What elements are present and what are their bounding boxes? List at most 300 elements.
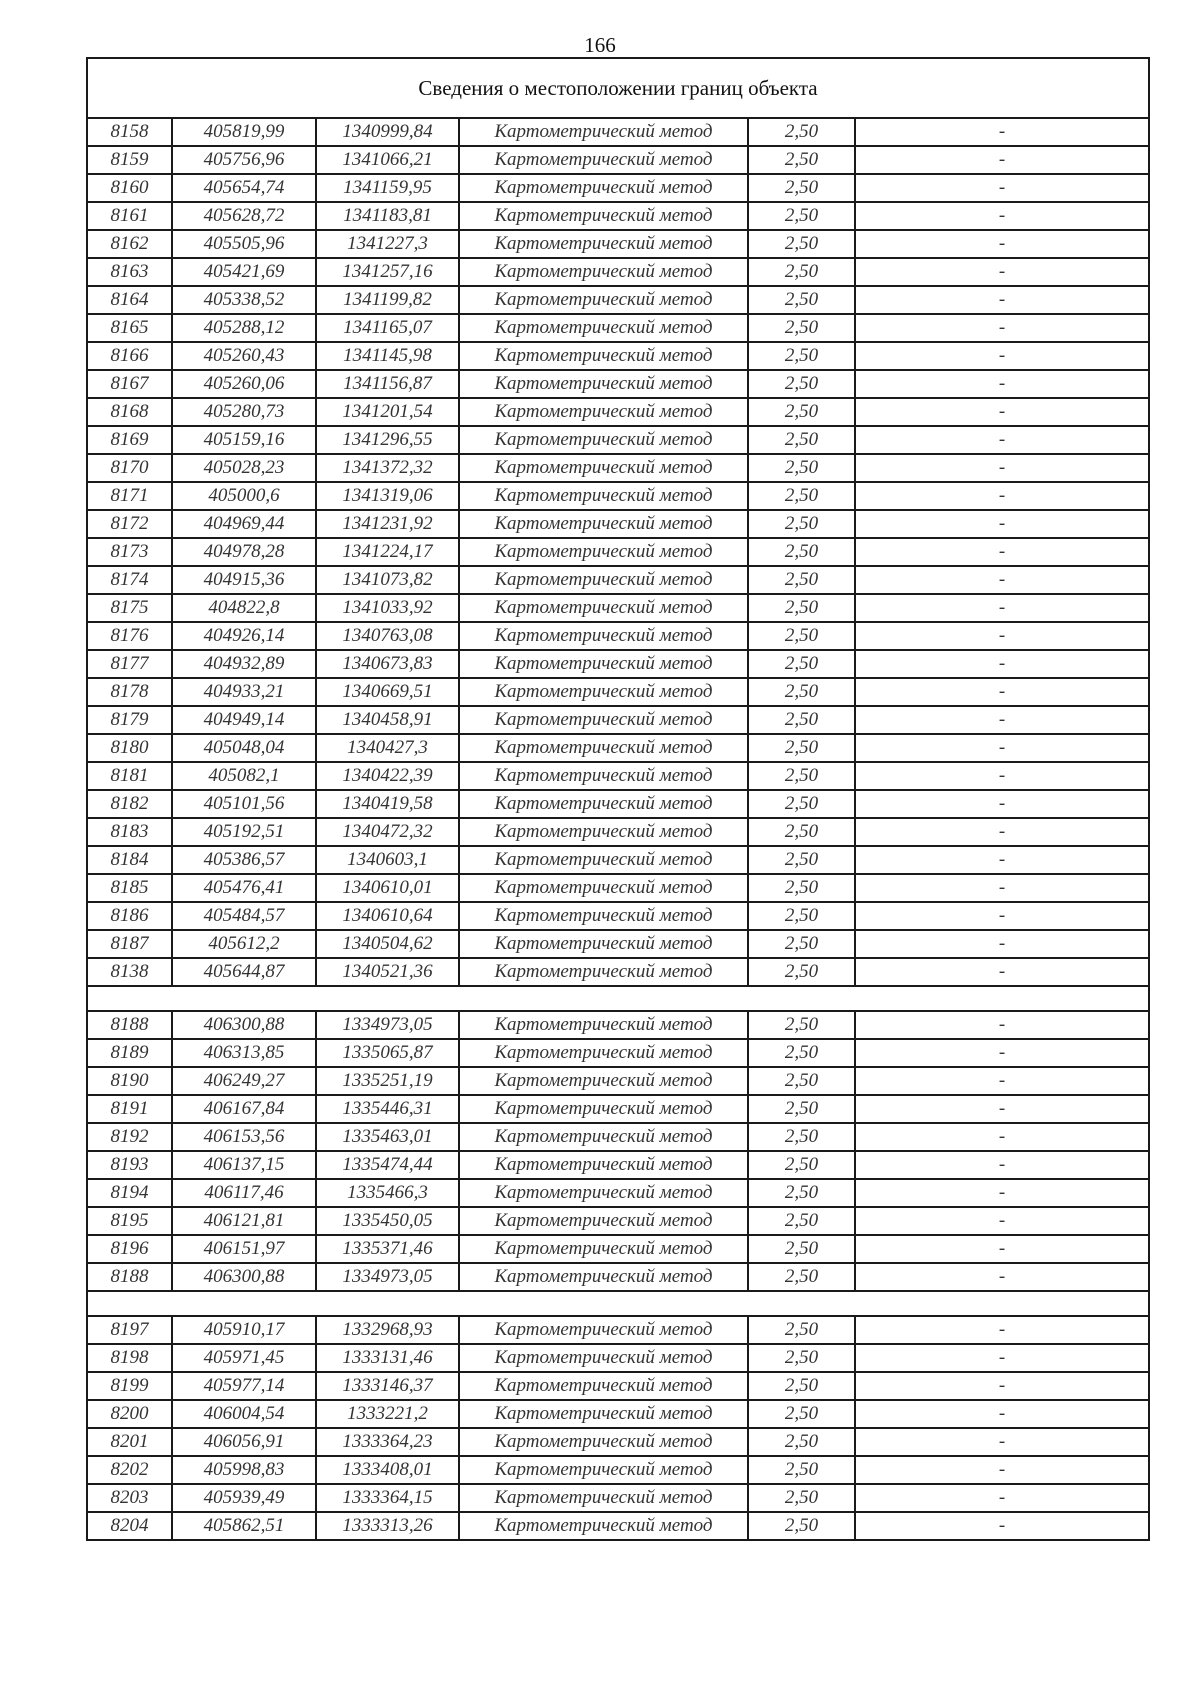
point-number-cell: 8181 bbox=[87, 762, 172, 790]
note-cell: - bbox=[855, 1095, 1149, 1123]
method-cell: Картометрический метод bbox=[459, 482, 748, 510]
y-coordinate-cell: 1341159,95 bbox=[316, 174, 459, 202]
x-coordinate-cell: 405756,96 bbox=[172, 146, 316, 174]
y-coordinate-cell: 1333221,2 bbox=[316, 1400, 459, 1428]
table-row bbox=[87, 902, 1149, 930]
y-coordinate-cell: 1341296,55 bbox=[316, 426, 459, 454]
accuracy-cell: 2,50 bbox=[748, 1456, 855, 1484]
table-row bbox=[87, 1428, 1149, 1456]
y-coordinate-cell: 1341156,87 bbox=[316, 370, 459, 398]
table-row bbox=[87, 1095, 1149, 1123]
method-cell: Картометрический метод bbox=[459, 230, 748, 258]
method-cell: Картометрический метод bbox=[459, 762, 748, 790]
accuracy-cell: 2,50 bbox=[748, 118, 855, 146]
x-coordinate-cell: 406300,88 bbox=[172, 1263, 316, 1291]
y-coordinate-cell: 1341165,07 bbox=[316, 314, 459, 342]
method-cell: Картометрический метод bbox=[459, 454, 748, 482]
note-cell: - bbox=[855, 818, 1149, 846]
table-row bbox=[87, 1011, 1149, 1039]
accuracy-cell: 2,50 bbox=[748, 706, 855, 734]
x-coordinate-cell: 405000,6 bbox=[172, 482, 316, 510]
note-cell: - bbox=[855, 1207, 1149, 1235]
y-coordinate-cell: 1341033,92 bbox=[316, 594, 459, 622]
point-number-cell: 8169 bbox=[87, 426, 172, 454]
x-coordinate-cell: 405819,99 bbox=[172, 118, 316, 146]
note-cell: - bbox=[855, 1011, 1149, 1039]
x-coordinate-cell: 405628,72 bbox=[172, 202, 316, 230]
accuracy-cell: 2,50 bbox=[748, 398, 855, 426]
method-cell: Картометрический метод bbox=[459, 314, 748, 342]
note-cell: - bbox=[855, 146, 1149, 174]
note-cell: - bbox=[855, 1428, 1149, 1456]
table-row bbox=[87, 930, 1149, 958]
x-coordinate-cell: 406167,84 bbox=[172, 1095, 316, 1123]
table-row bbox=[87, 482, 1149, 510]
accuracy-cell: 2,50 bbox=[748, 230, 855, 258]
point-number-cell: 8175 bbox=[87, 594, 172, 622]
note-cell: - bbox=[855, 790, 1149, 818]
accuracy-cell: 2,50 bbox=[748, 314, 855, 342]
x-coordinate-cell: 404926,14 bbox=[172, 622, 316, 650]
y-coordinate-cell: 1335474,44 bbox=[316, 1151, 459, 1179]
table-row bbox=[87, 790, 1149, 818]
note-cell: - bbox=[855, 678, 1149, 706]
x-coordinate-cell: 405910,17 bbox=[172, 1316, 316, 1344]
table-row bbox=[87, 706, 1149, 734]
note-cell: - bbox=[855, 1235, 1149, 1263]
y-coordinate-cell: 1340427,3 bbox=[316, 734, 459, 762]
accuracy-cell: 2,50 bbox=[748, 846, 855, 874]
note-cell: - bbox=[855, 454, 1149, 482]
accuracy-cell: 2,50 bbox=[748, 650, 855, 678]
table-row bbox=[87, 146, 1149, 174]
y-coordinate-cell: 1335446,31 bbox=[316, 1095, 459, 1123]
table-row bbox=[87, 1372, 1149, 1400]
x-coordinate-cell: 405192,51 bbox=[172, 818, 316, 846]
accuracy-cell: 2,50 bbox=[748, 818, 855, 846]
table-row bbox=[87, 510, 1149, 538]
note-cell: - bbox=[855, 706, 1149, 734]
x-coordinate-cell: 404933,21 bbox=[172, 678, 316, 706]
table-row bbox=[87, 1123, 1149, 1151]
x-coordinate-cell: 406313,85 bbox=[172, 1039, 316, 1067]
point-number-cell: 8198 bbox=[87, 1344, 172, 1372]
accuracy-cell: 2,50 bbox=[748, 342, 855, 370]
note-cell: - bbox=[855, 1316, 1149, 1344]
point-number-cell: 8173 bbox=[87, 538, 172, 566]
x-coordinate-cell: 404978,28 bbox=[172, 538, 316, 566]
y-coordinate-cell: 1340673,83 bbox=[316, 650, 459, 678]
point-number-cell: 8170 bbox=[87, 454, 172, 482]
table-row bbox=[87, 230, 1149, 258]
page-number: 166 bbox=[584, 33, 616, 57]
y-coordinate-cell: 1341073,82 bbox=[316, 566, 459, 594]
accuracy-cell: 2,50 bbox=[748, 286, 855, 314]
accuracy-cell: 2,50 bbox=[748, 1484, 855, 1512]
note-cell: - bbox=[855, 874, 1149, 902]
y-coordinate-cell: 1335463,01 bbox=[316, 1123, 459, 1151]
y-coordinate-cell: 1341199,82 bbox=[316, 286, 459, 314]
table-row bbox=[87, 398, 1149, 426]
x-coordinate-cell: 405654,74 bbox=[172, 174, 316, 202]
table-row bbox=[87, 454, 1149, 482]
x-coordinate-cell: 405082,1 bbox=[172, 762, 316, 790]
method-cell: Картометрический метод bbox=[459, 118, 748, 146]
note-cell: - bbox=[855, 510, 1149, 538]
method-cell: Картометрический метод bbox=[459, 622, 748, 650]
method-cell: Картометрический метод bbox=[459, 1263, 748, 1291]
accuracy-cell: 2,50 bbox=[748, 790, 855, 818]
note-cell: - bbox=[855, 342, 1149, 370]
accuracy-cell: 2,50 bbox=[748, 622, 855, 650]
y-coordinate-cell: 1341257,16 bbox=[316, 258, 459, 286]
accuracy-cell: 2,50 bbox=[748, 1428, 855, 1456]
method-cell: Картометрический метод bbox=[459, 874, 748, 902]
table-body bbox=[87, 58, 1149, 1540]
table-row bbox=[87, 1400, 1149, 1428]
note-cell: - bbox=[855, 482, 1149, 510]
accuracy-cell: 2,50 bbox=[748, 202, 855, 230]
accuracy-cell: 2,50 bbox=[748, 1179, 855, 1207]
table-row bbox=[87, 566, 1149, 594]
y-coordinate-cell: 1334973,05 bbox=[316, 1011, 459, 1039]
note-cell: - bbox=[855, 1123, 1149, 1151]
y-coordinate-cell: 1340472,32 bbox=[316, 818, 459, 846]
method-cell: Картометрический метод bbox=[459, 1207, 748, 1235]
accuracy-cell: 2,50 bbox=[748, 1400, 855, 1428]
method-cell: Картометрический метод bbox=[459, 1372, 748, 1400]
point-number-cell: 8188 bbox=[87, 1011, 172, 1039]
x-coordinate-cell: 405476,41 bbox=[172, 874, 316, 902]
point-number-cell: 8184 bbox=[87, 846, 172, 874]
point-number-cell: 8167 bbox=[87, 370, 172, 398]
point-number-cell: 8200 bbox=[87, 1400, 172, 1428]
x-coordinate-cell: 404949,14 bbox=[172, 706, 316, 734]
x-coordinate-cell: 405939,49 bbox=[172, 1484, 316, 1512]
point-number-cell: 8183 bbox=[87, 818, 172, 846]
method-cell: Картометрический метод bbox=[459, 1512, 748, 1540]
accuracy-cell: 2,50 bbox=[748, 370, 855, 398]
point-number-cell: 8165 bbox=[87, 314, 172, 342]
x-coordinate-cell: 405971,45 bbox=[172, 1344, 316, 1372]
x-coordinate-cell: 405505,96 bbox=[172, 230, 316, 258]
point-number-cell: 8160 bbox=[87, 174, 172, 202]
y-coordinate-cell: 1340422,39 bbox=[316, 762, 459, 790]
table-row bbox=[87, 286, 1149, 314]
y-coordinate-cell: 1333146,37 bbox=[316, 1372, 459, 1400]
table-row bbox=[87, 762, 1149, 790]
method-cell: Картометрический метод bbox=[459, 510, 748, 538]
method-cell: Картометрический метод bbox=[459, 650, 748, 678]
note-cell: - bbox=[855, 958, 1149, 986]
method-cell: Картометрический метод bbox=[459, 902, 748, 930]
x-coordinate-cell: 406117,46 bbox=[172, 1179, 316, 1207]
x-coordinate-cell: 405484,57 bbox=[172, 902, 316, 930]
point-number-cell: 8177 bbox=[87, 650, 172, 678]
y-coordinate-cell: 1334973,05 bbox=[316, 1263, 459, 1291]
x-coordinate-cell: 406249,27 bbox=[172, 1067, 316, 1095]
note-cell: - bbox=[855, 1263, 1149, 1291]
accuracy-cell: 2,50 bbox=[748, 454, 855, 482]
point-number-cell: 8194 bbox=[87, 1179, 172, 1207]
table-title: Сведения о местоположении границ объекта bbox=[87, 58, 1149, 118]
method-cell: Картометрический метод bbox=[459, 1067, 748, 1095]
table-row bbox=[87, 1151, 1149, 1179]
x-coordinate-cell: 405998,83 bbox=[172, 1456, 316, 1484]
y-coordinate-cell: 1340419,58 bbox=[316, 790, 459, 818]
x-coordinate-cell: 405386,57 bbox=[172, 846, 316, 874]
method-cell: Картометрический метод bbox=[459, 370, 748, 398]
x-coordinate-cell: 406300,88 bbox=[172, 1011, 316, 1039]
note-cell: - bbox=[855, 538, 1149, 566]
table-row bbox=[87, 1039, 1149, 1067]
method-cell: Картометрический метод bbox=[459, 258, 748, 286]
table-row bbox=[87, 1235, 1149, 1263]
table-row bbox=[87, 1344, 1149, 1372]
accuracy-cell: 2,50 bbox=[748, 762, 855, 790]
point-number-cell: 8159 bbox=[87, 146, 172, 174]
point-number-cell: 8166 bbox=[87, 342, 172, 370]
note-cell: - bbox=[855, 762, 1149, 790]
note-cell: - bbox=[855, 1179, 1149, 1207]
x-coordinate-cell: 404915,36 bbox=[172, 566, 316, 594]
note-cell: - bbox=[855, 118, 1149, 146]
table-row bbox=[87, 818, 1149, 846]
y-coordinate-cell: 1341372,32 bbox=[316, 454, 459, 482]
x-coordinate-cell: 405862,51 bbox=[172, 1512, 316, 1540]
accuracy-cell: 2,50 bbox=[748, 1372, 855, 1400]
x-coordinate-cell: 405612,2 bbox=[172, 930, 316, 958]
y-coordinate-cell: 1341319,06 bbox=[316, 482, 459, 510]
accuracy-cell: 2,50 bbox=[748, 1123, 855, 1151]
note-cell: - bbox=[855, 230, 1149, 258]
note-cell: - bbox=[855, 258, 1149, 286]
point-number-cell: 8195 bbox=[87, 1207, 172, 1235]
note-cell: - bbox=[855, 1344, 1149, 1372]
y-coordinate-cell: 1341145,98 bbox=[316, 342, 459, 370]
note-cell: - bbox=[855, 566, 1149, 594]
point-number-cell: 8182 bbox=[87, 790, 172, 818]
table-row bbox=[87, 342, 1149, 370]
point-number-cell: 8203 bbox=[87, 1484, 172, 1512]
table-row bbox=[87, 1484, 1149, 1512]
accuracy-cell: 2,50 bbox=[748, 482, 855, 510]
note-cell: - bbox=[855, 314, 1149, 342]
y-coordinate-cell: 1340610,01 bbox=[316, 874, 459, 902]
x-coordinate-cell: 405644,87 bbox=[172, 958, 316, 986]
point-number-cell: 8197 bbox=[87, 1316, 172, 1344]
table-row bbox=[87, 314, 1149, 342]
note-cell: - bbox=[855, 1151, 1149, 1179]
method-cell: Картометрический метод bbox=[459, 1095, 748, 1123]
point-number-cell: 8204 bbox=[87, 1512, 172, 1540]
y-coordinate-cell: 1333364,15 bbox=[316, 1484, 459, 1512]
note-cell: - bbox=[855, 1484, 1149, 1512]
point-number-cell: 8162 bbox=[87, 230, 172, 258]
method-cell: Картометрический метод bbox=[459, 818, 748, 846]
method-cell: Картометрический метод bbox=[459, 678, 748, 706]
method-cell: Картометрический метод bbox=[459, 958, 748, 986]
y-coordinate-cell: 1333408,01 bbox=[316, 1456, 459, 1484]
method-cell: Картометрический метод bbox=[459, 286, 748, 314]
y-coordinate-cell: 1341066,21 bbox=[316, 146, 459, 174]
accuracy-cell: 2,50 bbox=[748, 874, 855, 902]
point-number-cell: 8180 bbox=[87, 734, 172, 762]
y-coordinate-cell: 1341227,3 bbox=[316, 230, 459, 258]
accuracy-cell: 2,50 bbox=[748, 426, 855, 454]
point-number-cell: 8192 bbox=[87, 1123, 172, 1151]
note-cell: - bbox=[855, 1456, 1149, 1484]
x-coordinate-cell: 405048,04 bbox=[172, 734, 316, 762]
accuracy-cell: 2,50 bbox=[748, 1235, 855, 1263]
point-number-cell: 8138 bbox=[87, 958, 172, 986]
y-coordinate-cell: 1340763,08 bbox=[316, 622, 459, 650]
note-cell: - bbox=[855, 846, 1149, 874]
note-cell: - bbox=[855, 370, 1149, 398]
method-cell: Картометрический метод bbox=[459, 706, 748, 734]
y-coordinate-cell: 1340458,91 bbox=[316, 706, 459, 734]
table-row bbox=[87, 678, 1149, 706]
y-coordinate-cell: 1341201,54 bbox=[316, 398, 459, 426]
accuracy-cell: 2,50 bbox=[748, 1151, 855, 1179]
note-cell: - bbox=[855, 1372, 1149, 1400]
x-coordinate-cell: 405260,06 bbox=[172, 370, 316, 398]
method-cell: Картометрический метод bbox=[459, 1316, 748, 1344]
method-cell: Картометрический метод bbox=[459, 398, 748, 426]
table-row bbox=[87, 174, 1149, 202]
accuracy-cell: 2,50 bbox=[748, 1011, 855, 1039]
point-number-cell: 8191 bbox=[87, 1095, 172, 1123]
x-coordinate-cell: 405260,43 bbox=[172, 342, 316, 370]
x-coordinate-cell: 405288,12 bbox=[172, 314, 316, 342]
point-number-cell: 8172 bbox=[87, 510, 172, 538]
table-row bbox=[87, 118, 1149, 146]
y-coordinate-cell: 1340521,36 bbox=[316, 958, 459, 986]
table-row bbox=[87, 846, 1149, 874]
table-row bbox=[87, 622, 1149, 650]
method-cell: Картометрический метод bbox=[459, 1400, 748, 1428]
note-cell: - bbox=[855, 286, 1149, 314]
note-cell: - bbox=[855, 902, 1149, 930]
table-row bbox=[87, 734, 1149, 762]
table-row bbox=[87, 1067, 1149, 1095]
point-number-cell: 8158 bbox=[87, 118, 172, 146]
x-coordinate-cell: 406056,91 bbox=[172, 1428, 316, 1456]
method-cell: Картометрический метод bbox=[459, 1123, 748, 1151]
table-row bbox=[87, 258, 1149, 286]
point-number-cell: 8171 bbox=[87, 482, 172, 510]
point-number-cell: 8185 bbox=[87, 874, 172, 902]
accuracy-cell: 2,50 bbox=[748, 930, 855, 958]
x-coordinate-cell: 405159,16 bbox=[172, 426, 316, 454]
accuracy-cell: 2,50 bbox=[748, 1067, 855, 1095]
method-cell: Картометрический метод bbox=[459, 202, 748, 230]
accuracy-cell: 2,50 bbox=[748, 594, 855, 622]
x-coordinate-cell: 404932,89 bbox=[172, 650, 316, 678]
note-cell: - bbox=[855, 594, 1149, 622]
y-coordinate-cell: 1335450,05 bbox=[316, 1207, 459, 1235]
method-cell: Картометрический метод bbox=[459, 566, 748, 594]
x-coordinate-cell: 406151,97 bbox=[172, 1235, 316, 1263]
table-row bbox=[87, 874, 1149, 902]
accuracy-cell: 2,50 bbox=[748, 1039, 855, 1067]
accuracy-cell: 2,50 bbox=[748, 1095, 855, 1123]
point-number-cell: 8188 bbox=[87, 1263, 172, 1291]
accuracy-cell: 2,50 bbox=[748, 538, 855, 566]
accuracy-cell: 2,50 bbox=[748, 174, 855, 202]
accuracy-cell: 2,50 bbox=[748, 566, 855, 594]
method-cell: Картометрический метод bbox=[459, 1235, 748, 1263]
method-cell: Картометрический метод bbox=[459, 174, 748, 202]
x-coordinate-cell: 405101,56 bbox=[172, 790, 316, 818]
x-coordinate-cell: 405280,73 bbox=[172, 398, 316, 426]
table-row bbox=[87, 1512, 1149, 1540]
point-number-cell: 8189 bbox=[87, 1039, 172, 1067]
accuracy-cell: 2,50 bbox=[748, 258, 855, 286]
point-number-cell: 8176 bbox=[87, 622, 172, 650]
accuracy-cell: 2,50 bbox=[748, 1316, 855, 1344]
point-number-cell: 8179 bbox=[87, 706, 172, 734]
y-coordinate-cell: 1333131,46 bbox=[316, 1344, 459, 1372]
x-coordinate-cell: 404969,44 bbox=[172, 510, 316, 538]
note-cell: - bbox=[855, 622, 1149, 650]
point-number-cell: 8193 bbox=[87, 1151, 172, 1179]
method-cell: Картометрический метод bbox=[459, 1179, 748, 1207]
note-cell: - bbox=[855, 1512, 1149, 1540]
table-row bbox=[87, 650, 1149, 678]
method-cell: Картометрический метод bbox=[459, 1456, 748, 1484]
point-number-cell: 8196 bbox=[87, 1235, 172, 1263]
point-number-cell: 8187 bbox=[87, 930, 172, 958]
table-row bbox=[87, 1316, 1149, 1344]
x-coordinate-cell: 404822,8 bbox=[172, 594, 316, 622]
accuracy-cell: 2,50 bbox=[748, 510, 855, 538]
x-coordinate-cell: 406137,15 bbox=[172, 1151, 316, 1179]
table-row bbox=[87, 594, 1149, 622]
x-coordinate-cell: 405977,14 bbox=[172, 1372, 316, 1400]
note-cell: - bbox=[855, 1067, 1149, 1095]
point-number-cell: 8186 bbox=[87, 902, 172, 930]
separator-cell bbox=[87, 1291, 1149, 1316]
table-row bbox=[87, 1207, 1149, 1235]
table-row bbox=[87, 426, 1149, 454]
method-cell: Картометрический метод bbox=[459, 734, 748, 762]
y-coordinate-cell: 1335371,46 bbox=[316, 1235, 459, 1263]
note-cell: - bbox=[855, 426, 1149, 454]
accuracy-cell: 2,50 bbox=[748, 1512, 855, 1540]
table-row bbox=[87, 958, 1149, 986]
x-coordinate-cell: 405421,69 bbox=[172, 258, 316, 286]
table-row bbox=[87, 538, 1149, 566]
separator-row bbox=[87, 1291, 1149, 1316]
method-cell: Картометрический метод bbox=[459, 846, 748, 874]
accuracy-cell: 2,50 bbox=[748, 1207, 855, 1235]
y-coordinate-cell: 1340669,51 bbox=[316, 678, 459, 706]
y-coordinate-cell: 1335065,87 bbox=[316, 1039, 459, 1067]
accuracy-cell: 2,50 bbox=[748, 958, 855, 986]
accuracy-cell: 2,50 bbox=[748, 146, 855, 174]
y-coordinate-cell: 1340504,62 bbox=[316, 930, 459, 958]
y-coordinate-cell: 1332968,93 bbox=[316, 1316, 459, 1344]
y-coordinate-cell: 1341183,81 bbox=[316, 202, 459, 230]
separator-cell bbox=[87, 986, 1149, 1011]
accuracy-cell: 2,50 bbox=[748, 734, 855, 762]
method-cell: Картометрический метод bbox=[459, 146, 748, 174]
accuracy-cell: 2,50 bbox=[748, 678, 855, 706]
x-coordinate-cell: 406121,81 bbox=[172, 1207, 316, 1235]
table-row bbox=[87, 370, 1149, 398]
y-coordinate-cell: 1341224,17 bbox=[316, 538, 459, 566]
